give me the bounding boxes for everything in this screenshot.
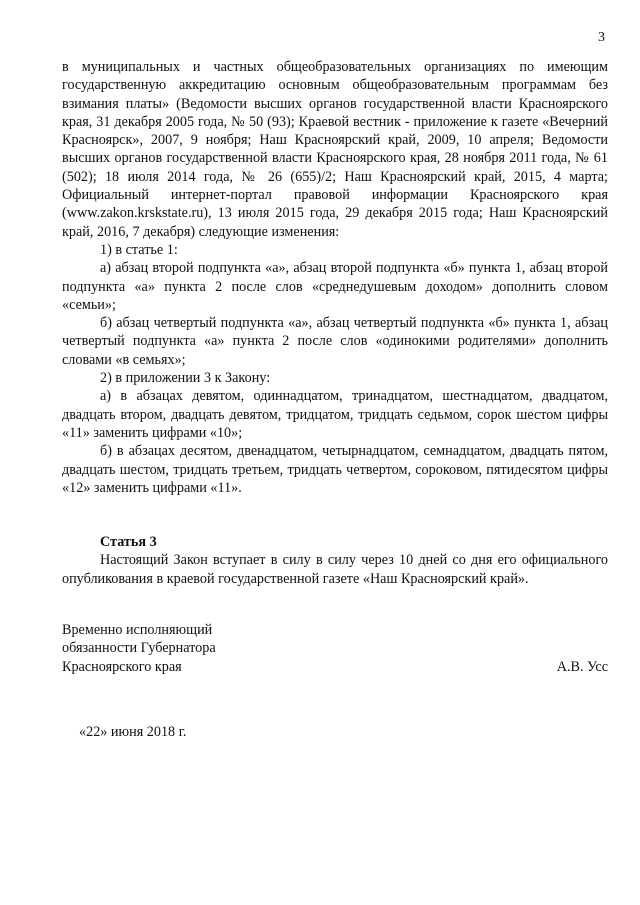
signatory-name: А.В. Усс: [556, 658, 608, 675]
document-date: «22» июня 2018 г.: [79, 724, 187, 740]
page-number: 3: [598, 30, 605, 45]
signature-line-3: Красноярского края: [62, 658, 182, 675]
signature-line-1: Временно исполняющий: [62, 622, 213, 638]
item-1b: б) абзац четвертый подпункта «а», абзац четвертый подпункта «б» пункта 1, абзац четвертый подпункта «а» пункта 2 после слов «одинокими родителями» дополнить словами «в семьях»;: [62, 315, 608, 368]
signature-line-2: обязанности Губернатора: [62, 640, 216, 657]
item-2b: б) в абзацах десятом, двенадцатом, четырнадцатом, семнадцатом, двадцать пятом, двадцать шестом, тридцать третьем, тридцать четвертом, сороковом, пятидесятом цифры «12» заменить цифрами «11».: [62, 443, 608, 496]
item-2a: а) в абзацах девятом, одиннадцатом, тринадцатом, шестнадцатом, двадцатом, двадцать втором, двадцать девятом, тридцатом, тридцать седьмом, сорок шестом цифры «11» заменить цифрами «10»;: [62, 388, 608, 441]
intro-paragraph: в муниципальных и частных общеобразовательных организациях по имеющим государственную аккредитацию основным общеобразовательным программам без взимания платы» (Ведомости высших органов государственной власти Красноярского края, 31 декабря 2005 года, № 50 (93); Краевой вестник - приложение к газете «Вечерний Красноярск», 2007, 9 ноября; Наш Красноярский край, 2009, 10 апреля; Ведомости высших органов государственной власти Красноярского края, 28 ноября 2011 года, № 61 (502); 18 июля 2014 года, № 26 (655)/2; Наш Красноярский край, 2015, 4 марта; Официальный интернет-портал правовой информации Красноярского края (www.zakon.krskstate.ru), 13 июля 2015 года, 29 декабря 2015 года; Наш Красноярский край, 2016, 7 декабря) следующие изменения:: [62, 59, 608, 240]
item-1a: а) абзац второй подпункта «а», абзац второй подпункта «б» пункта 1, абзац второй подпункта «а» пункта 2 после слов «среднедушевым доходом» дополнить словом «семьи»;: [62, 260, 608, 313]
signature-block: [62, 621, 608, 676]
document-body: [62, 58, 608, 588]
article-3-text: Настоящий Закон вступает в силу в силу через 10 дней со дня его официального опубликования в краевой государственной газете «Наш Красноярский край».: [62, 552, 608, 587]
item-1-heading: 1) в статье 1:: [100, 241, 178, 258]
article-3-title: Статья 3: [100, 534, 157, 551]
item-2-heading: 2) в приложении 3 к Закону:: [100, 370, 271, 387]
